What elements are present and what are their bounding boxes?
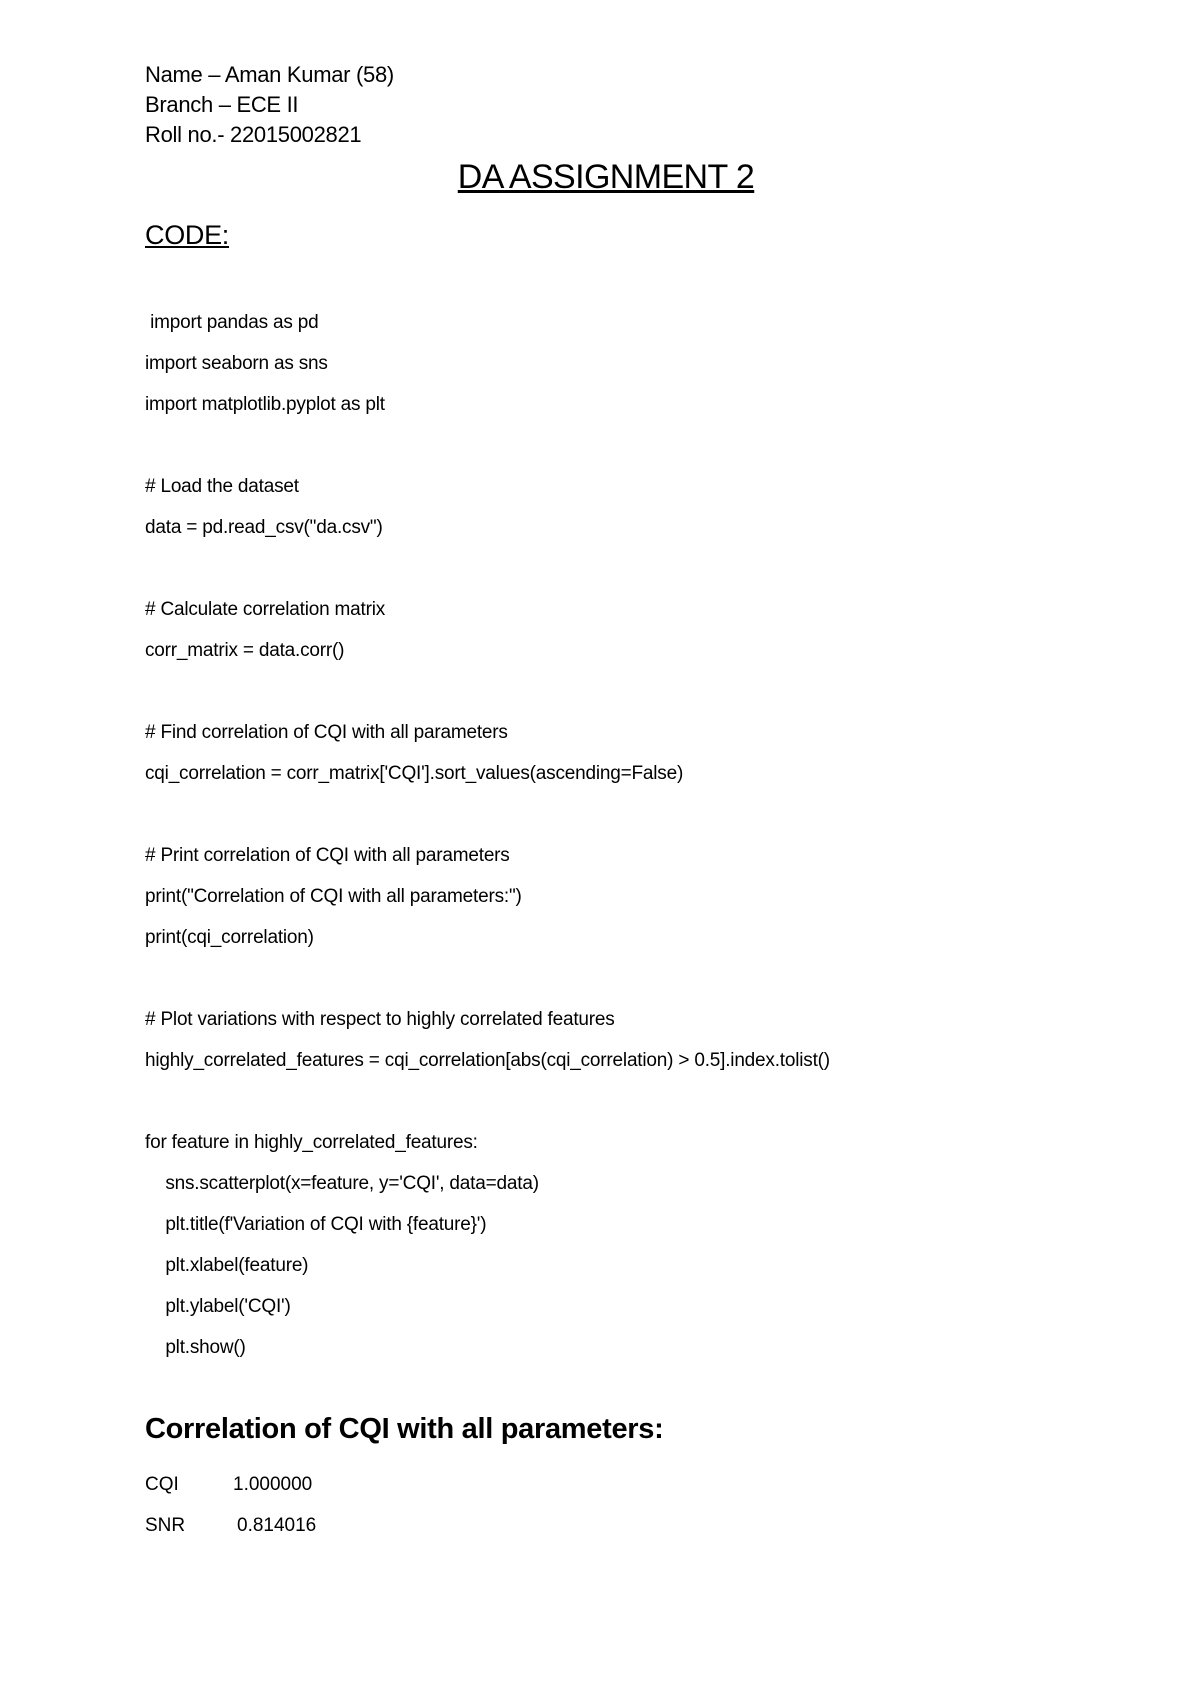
code-line: plt.title(f'Variation of CQI with {feature}') <box>145 1214 487 1235</box>
code-line: highly_correlated_features = cqi_correlation[abs(cqi_correlation) > 0.5].index.tolist() <box>145 1050 830 1071</box>
code-line: # Calculate correlation matrix <box>145 599 386 620</box>
code-line: # Load the dataset <box>145 476 299 497</box>
document-title: DA ASSIGNMENT 2 <box>457 158 755 196</box>
student-info <box>145 60 394 150</box>
code-blank-line <box>145 966 830 1007</box>
correlation-table <box>145 1472 437 1554</box>
correlation-value: 0.814016 <box>237 1515 317 1536</box>
code-blank-line <box>145 1089 830 1130</box>
code-blank-line <box>145 802 830 843</box>
correlation-value: 1.000000 <box>233 1474 313 1495</box>
code-line: print(cqi_correlation) <box>145 927 314 948</box>
code-line: import matplotlib.pyplot as plt <box>145 394 385 415</box>
code-line: # Print correlation of CQI with all parameters <box>145 845 510 866</box>
student-roll-number: Roll no.- 22015002821 <box>145 122 362 147</box>
code-line: print("Correlation of CQI with all parameters:") <box>145 886 522 907</box>
code-line: sns.scatterplot(x=feature, y='CQI', data=data) <box>145 1173 539 1194</box>
code-line: cqi_correlation = corr_matrix['CQI'].sort_values(ascending=False) <box>145 763 684 784</box>
code-line: import seaborn as sns <box>145 353 328 374</box>
code-line: plt.show() <box>145 1337 246 1358</box>
student-name: Name – Aman Kumar (58) <box>145 62 394 87</box>
correlation-parameter: CQI <box>145 1474 179 1495</box>
code-line: # Find correlation of CQI with all parameters <box>145 722 508 743</box>
correlation-row <box>145 1472 437 1513</box>
code-line: plt.xlabel(feature) <box>145 1255 309 1276</box>
code-line: for feature in highly_correlated_features: <box>145 1132 478 1153</box>
correlation-parameter: SNR <box>145 1515 186 1536</box>
code-line: plt.ylabel('CQI') <box>145 1296 291 1317</box>
student-branch: Branch – ECE II <box>145 92 299 117</box>
correlation-row <box>145 1513 437 1554</box>
code-line: data = pd.read_csv("da.csv") <box>145 517 383 538</box>
output-heading: Correlation of CQI with all parameters: <box>145 1413 664 1445</box>
code-blank-line <box>145 433 830 474</box>
code-blank-line <box>145 679 830 720</box>
code-line: corr_matrix = data.corr() <box>145 640 345 661</box>
code-block <box>145 310 830 1376</box>
code-heading: CODE: <box>145 220 230 250</box>
code-line: import pandas as pd <box>145 312 319 333</box>
code-line: # Plot variations with respect to highly correlated features <box>145 1009 615 1030</box>
code-blank-line <box>145 556 830 597</box>
